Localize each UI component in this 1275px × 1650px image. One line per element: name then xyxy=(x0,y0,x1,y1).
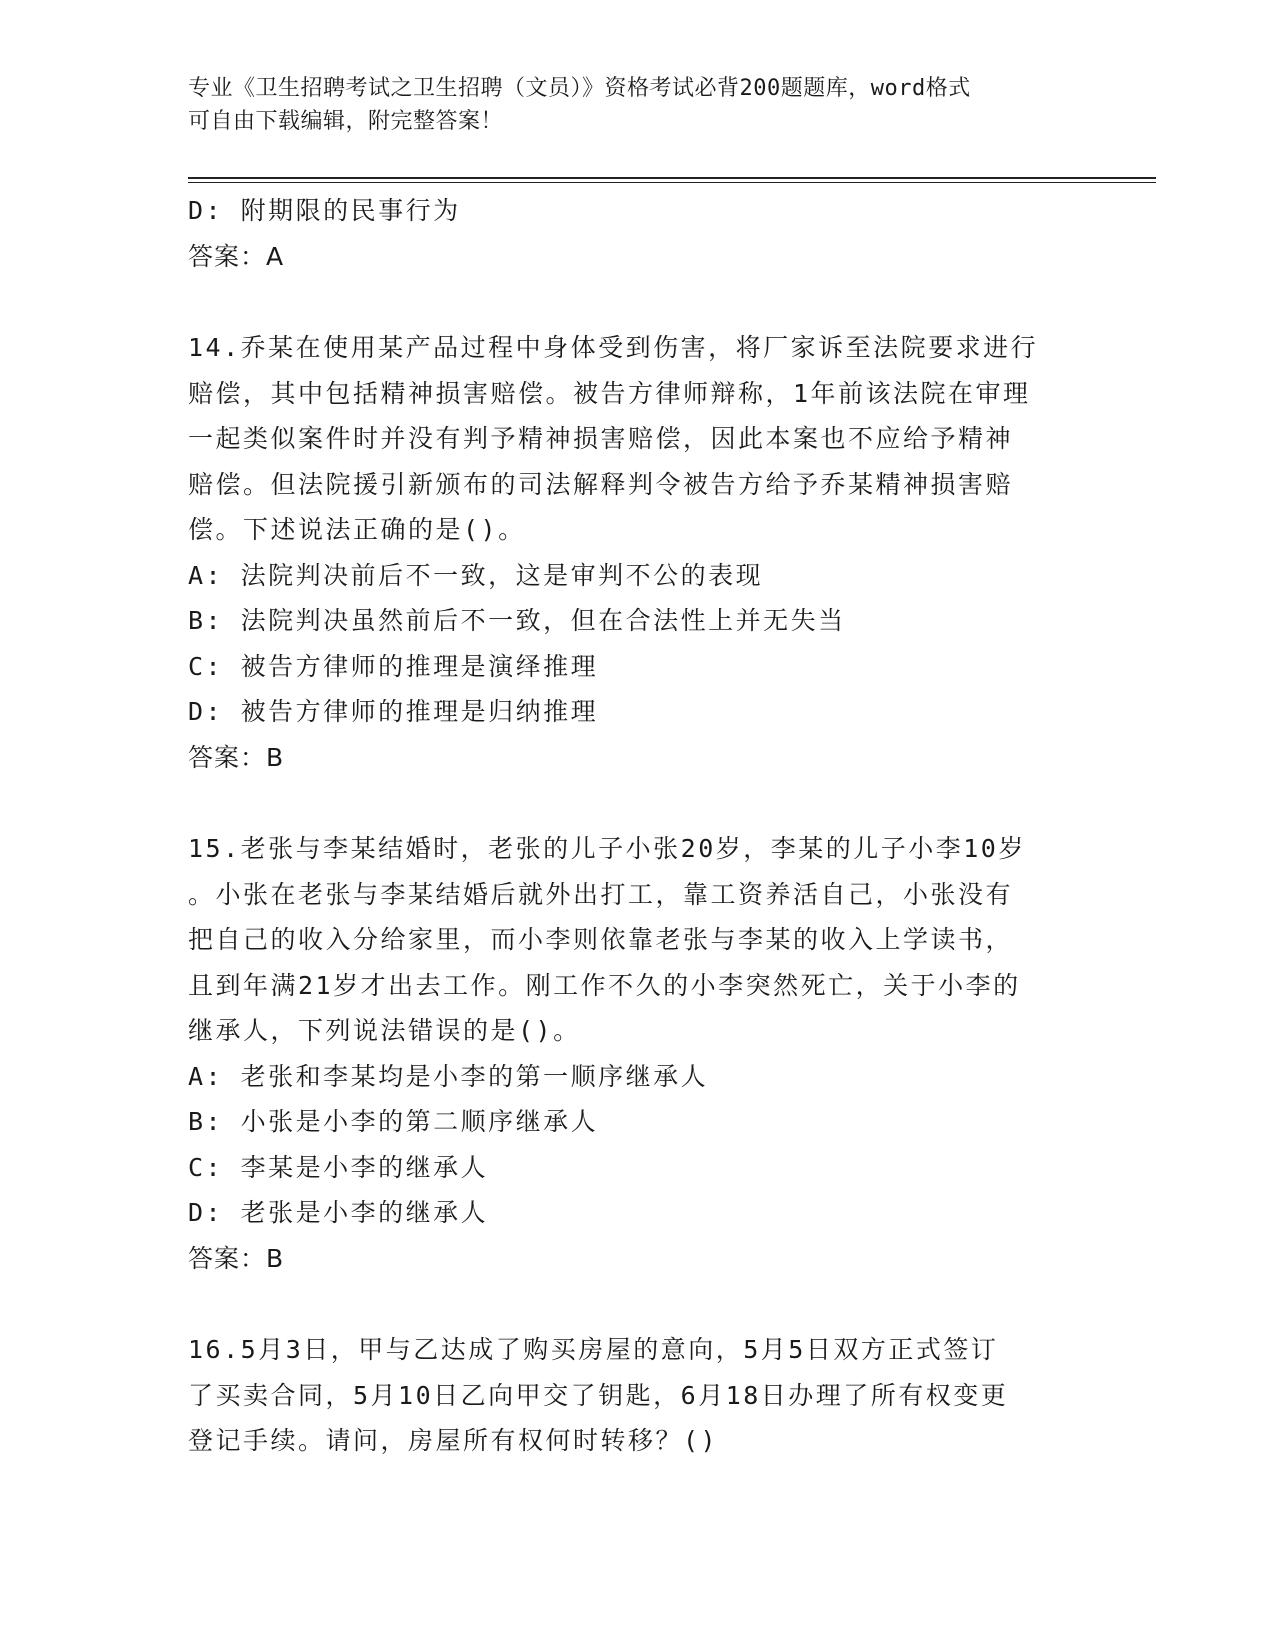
q16-stem-line: 了买卖合同，5月10日乙向甲交了钥匙，6月18日办理了所有权变更 xyxy=(188,1380,1009,1410)
q15-option-b: B: 小张是小李的第二顺序继承人 xyxy=(188,1107,599,1136)
q15-stem-line: 且到年满21岁才出去工作。刚工作不久的小李突然死亡，关于小李的 xyxy=(188,970,1021,1000)
q14-option-a: A: 法院判决前后不一致，这是审判不公的表现 xyxy=(188,560,764,590)
spacer xyxy=(188,279,1088,325)
document-header xyxy=(188,72,1088,138)
prev-answer: 答案：A xyxy=(188,241,285,271)
q15-option-c: C: 李某是小李的继承人 xyxy=(188,1152,489,1182)
spacer xyxy=(188,780,1088,826)
q15-option-d: D: 老张是小李的继承人 xyxy=(188,1198,489,1227)
header-line-1: 专业《卫生招聘考试之卫生招聘（文员）》资格考试必背200题题库，word格式 xyxy=(188,76,971,101)
q14-stem-line: 一起类似案件时并没有判予精神损害赔偿，因此本案也不应给予精神 xyxy=(188,424,1014,453)
q15-stem-line: 。小张在老张与李某结婚后就外出打工，靠工资养活自己，小张没有 xyxy=(188,879,1014,909)
q14-answer: 答案：B xyxy=(188,742,285,772)
q14-option-d: D: 被告方律师的推理是归纳推理 xyxy=(188,697,599,726)
q15-option-a: A: 老张和李某均是小李的第一顺序继承人 xyxy=(188,1061,709,1091)
header-line-2: 可自由下载编辑，附完整答案！ xyxy=(188,109,504,134)
q14-stem-line: 赔偿，其中包括精神损害赔偿。被告方律师辩称，1年前该法院在审理 xyxy=(188,378,1031,408)
q15-answer: 答案：B xyxy=(188,1243,285,1273)
spacer xyxy=(188,1281,1088,1327)
q15-stem-line: 把自己的收入分给家里，而小李则依靠老张与李某的收入上学读书， xyxy=(188,925,1014,954)
q15-stem-line: 继承人，下列说法错误的是()。 xyxy=(188,1016,581,1045)
question-14 xyxy=(188,325,1088,780)
header-rule-thick xyxy=(188,177,1156,179)
q14-stem-line: 偿。下述说法正确的是()。 xyxy=(188,515,526,544)
q14-stem-line: 赔偿。但法院援引新颁布的司法解释判令被告方给予乔某精神损害赔 xyxy=(188,469,1014,499)
q16-stem-line: 16.5月3日，甲与乙达成了购买房屋的意向，5月5日双方正式签订 xyxy=(188,1335,999,1364)
q16-stem-line: 登记手续。请问，房屋所有权何时转移？() xyxy=(188,1426,719,1455)
prev-option-d: D: 附期限的民事行为 xyxy=(188,196,461,225)
question-content xyxy=(188,188,1088,1464)
q15-stem-line: 15.老张与李某结婚时，老张的儿子小张20岁，李某的儿子小李10岁 xyxy=(188,834,1026,863)
q14-option-c: C: 被告方律师的推理是演绎推理 xyxy=(188,651,599,681)
question-15 xyxy=(188,826,1088,1281)
question-16 xyxy=(188,1327,1088,1464)
q14-option-b: B: 法院判决虽然前后不一致，但在合法性上并无失当 xyxy=(188,606,846,635)
header-rule-thin xyxy=(188,182,1156,183)
q14-stem-line: 14.乔某在使用某产品过程中身体受到伤害，将厂家诉至法院要求进行 xyxy=(188,333,1039,362)
